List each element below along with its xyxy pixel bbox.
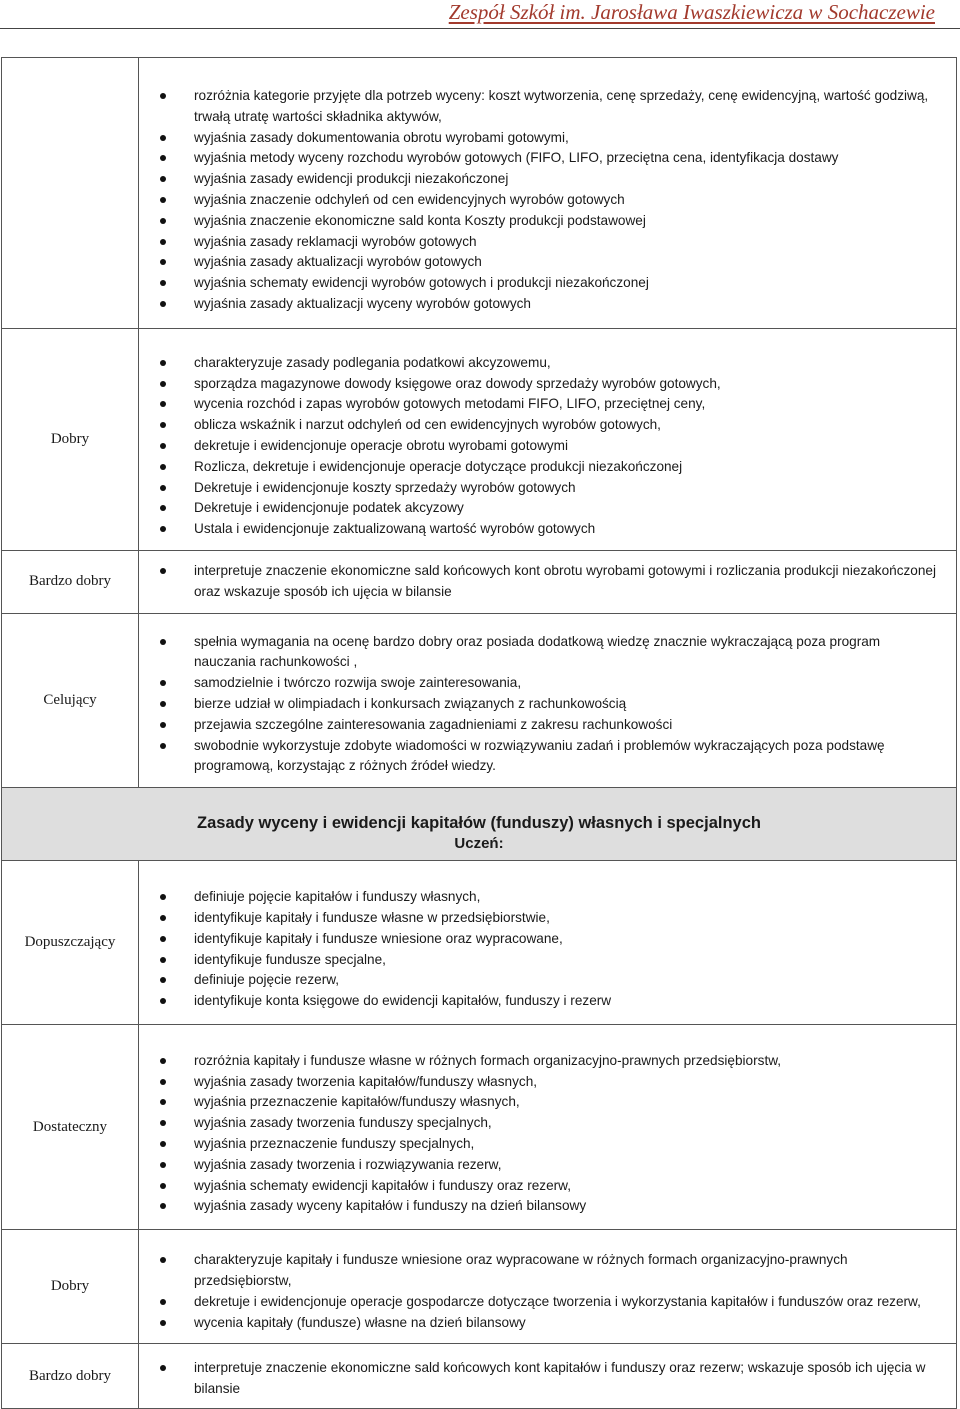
- criteria-list: [159, 1250, 942, 1333]
- criteria-item: wyjaśnia przeznaczenie funduszy specjalnych,: [159, 1134, 942, 1155]
- criteria-item: samodzielnie i twórczo rozwija swoje zainteresowania,: [159, 673, 942, 694]
- criteria-cell: [139, 1230, 957, 1344]
- criteria-item: identyfikuje fundusze specjalne,: [159, 950, 942, 971]
- section-title: Zasady wyceny i ewidencji kapitałów (funduszy) własnych i specjalnych: [197, 814, 761, 833]
- grade-row: [2, 1024, 957, 1229]
- criteria-item: wyjaśnia zasady reklamacji wyrobów gotowych: [159, 232, 942, 253]
- grade-label: Dobry: [2, 328, 139, 550]
- criteria-item: wycenia kapitały (fundusze) własne na dzień bilansowy: [159, 1313, 942, 1334]
- criteria-list: [159, 1051, 942, 1217]
- criteria-item: identyfikuje konta księgowe do ewidencji kapitałów, funduszy i rezerw: [159, 991, 942, 1012]
- criteria-cell: [139, 58, 957, 329]
- criteria-item: Dekretuje i ewidencjonuje podatek akcyzowy: [159, 498, 942, 519]
- criteria-list: [159, 887, 942, 1012]
- criteria-cell: [139, 613, 957, 788]
- criteria-item: identyfikuje kapitały i fundusze wniesione oraz wypracowane,: [159, 929, 942, 950]
- criteria-item: interpretuje znaczenie ekonomiczne sald końcowych kont obrotu wyrobami gotowymi i rozliczania produkcji niezakończonej oraz wskazuje sposób ich ujęcia w bilansie: [159, 561, 942, 603]
- criteria-item: identyfikuje kapitały i fundusze własne w przedsiębiorstwie,: [159, 908, 942, 929]
- school-header: Zespół Szkół im. Jarosława Iwaszkiewicza w Sochaczewie: [448, 0, 935, 24]
- criteria-item: bierze udział w olimpiadach i konkursach związanych z rachunkowością: [159, 694, 942, 715]
- table-body: [2, 58, 957, 1409]
- criteria-item: interpretuje znaczenie ekonomiczne sald końcowych kont kapitałów i funduszy oraz rezerw; wskazuje sposób ich ujęcia w bilansie: [159, 1358, 942, 1400]
- criteria-item: wyjaśnia zasady ewidencji produkcji niezakończonej: [159, 169, 942, 190]
- grade-label: Dostateczny: [2, 1024, 139, 1229]
- criteria-list: [159, 1358, 942, 1400]
- grade-label: Dopuszczający: [2, 861, 139, 1025]
- criteria-cell: [139, 1024, 957, 1229]
- criteria-cell: [139, 550, 957, 613]
- criteria-item: wyjaśnia schematy ewidencji wyrobów gotowych i produkcji niezakończonej: [159, 273, 942, 294]
- criteria-item: dekretuje i ewidencjonuje operacje obrotu wyrobami gotowymi: [159, 436, 942, 457]
- criteria-list: [159, 632, 942, 778]
- criteria-item: wyjaśnia znaczenie odchyleń od cen ewidencyjnych wyrobów gotowych: [159, 190, 942, 211]
- criteria-item: Dekretuje i ewidencjonuje koszty sprzedaży wyrobów gotowych: [159, 478, 942, 499]
- criteria-item: sporządza magazynowe dowody księgowe oraz dowody sprzedaży wyrobów gotowych,: [159, 374, 942, 395]
- criteria-item: spełnia wymagania na ocenę bardzo dobry oraz posiada dodatkową wiedzę znacznie wykraczającą poza program nauczania rachunkowości ,: [159, 632, 942, 674]
- criteria-list: [159, 86, 942, 315]
- criteria-item: definiuje pojęcie rezerw,: [159, 970, 942, 991]
- section-header-row: [2, 788, 957, 861]
- grade-label: Bardzo dobry: [2, 550, 139, 613]
- header-rule: [0, 28, 960, 29]
- grading-criteria-table: [1, 57, 957, 1409]
- criteria-cell: [139, 328, 957, 550]
- criteria-cell: [139, 1344, 957, 1409]
- criteria-item: swobodnie wykorzystuje zdobyte wiadomości w rozwiązywaniu zadań i problemów wykraczających poza podstawę programową, korzystając z różnych źródeł wiedzy.: [159, 736, 942, 778]
- section-header-cell: [2, 788, 957, 861]
- criteria-list: [159, 561, 942, 603]
- criteria-item: wyjaśnia zasady aktualizacji wyrobów gotowych: [159, 252, 942, 273]
- criteria-item: wyjaśnia przeznaczenie kapitałów/funduszy własnych,: [159, 1092, 942, 1113]
- criteria-item: wyjaśnia schematy ewidencji kapitałów i funduszy oraz rezerw,: [159, 1176, 942, 1197]
- grade-label: Dobry: [2, 1230, 139, 1344]
- criteria-item: wycenia rozchód i zapas wyrobów gotowych metodami FIFO, LIFO, przeciętnej ceny,: [159, 394, 942, 415]
- criteria-item: dekretuje i ewidencjonuje operacje gospodarcze dotyczące tworzenia i wykorzystania kapitałów i funduszów oraz rezerw,: [159, 1292, 942, 1313]
- grade-label: [2, 58, 139, 329]
- criteria-item: wyjaśnia zasady tworzenia funduszy specjalnych,: [159, 1113, 942, 1134]
- criteria-item: wyjaśnia metody wyceny rozchodu wyrobów gotowych (FIFO, LIFO, przeciętna cena, identyfikacja dostawy: [159, 148, 942, 169]
- criteria-item: charakteryzuje kapitały i fundusze wniesione oraz wypracowane w różnych formach organizacyjno-prawnych przedsiębiorstw,: [159, 1250, 942, 1292]
- criteria-item: Ustala i ewidencjonuje zaktualizowaną wartość wyrobów gotowych: [159, 519, 942, 540]
- grade-label: Bardzo dobry: [2, 1344, 139, 1409]
- criteria-item: wyjaśnia zasady wyceny kapitałów i funduszy na dzień bilansowy: [159, 1196, 942, 1217]
- criteria-item: wyjaśnia zasady dokumentowania obrotu wyrobami gotowymi,: [159, 128, 942, 149]
- section-subtitle: Uczeń:: [454, 835, 504, 853]
- grade-row: [2, 861, 957, 1025]
- grade-row: [2, 328, 957, 550]
- grade-row: [2, 1344, 957, 1409]
- criteria-item: rozróżnia kapitały i fundusze własne w różnych formach organizacyjno-prawnych przedsiębiorstw,: [159, 1051, 942, 1072]
- criteria-item: wyjaśnia zasady tworzenia kapitałów/funduszy własnych,: [159, 1072, 942, 1093]
- criteria-item: rozróżnia kategorie przyjęte dla potrzeb wyceny: koszt wytworzenia, cenę sprzedaży, cenę ewidencyjną, wartość godziwą, trwałą utratę wartości składnika aktywów,: [159, 86, 942, 128]
- criteria-item: wyjaśnia zasady tworzenia i rozwiązywania rezerw,: [159, 1155, 942, 1176]
- criteria-item: definiuje pojęcie kapitałów i funduszy własnych,: [159, 887, 942, 908]
- criteria-cell: [139, 861, 957, 1025]
- criteria-item: Rozlicza, dekretuje i ewidencjonuje operacje dotyczące produkcji niezakończonej: [159, 457, 942, 478]
- grade-row: [2, 550, 957, 613]
- criteria-item: wyjaśnia zasady aktualizacji wyceny wyrobów gotowych: [159, 294, 942, 315]
- grade-label: Celujący: [2, 613, 139, 788]
- criteria-list: [159, 353, 942, 540]
- criteria-item: oblicza wskaźnik i narzut odchyleń od cen ewidencyjnych wyrobów gotowych,: [159, 415, 942, 436]
- criteria-item: wyjaśnia znaczenie ekonomiczne sald konta Koszty produkcji podstawowej: [159, 211, 942, 232]
- criteria-item: charakteryzuje zasady podlegania podatkowi akcyzowemu,: [159, 353, 942, 374]
- criteria-item: przejawia szczególne zainteresowania zagadnieniami z zakresu rachunkowości: [159, 715, 942, 736]
- grade-row: [2, 58, 957, 329]
- grade-row: [2, 613, 957, 788]
- grade-row: [2, 1230, 957, 1344]
